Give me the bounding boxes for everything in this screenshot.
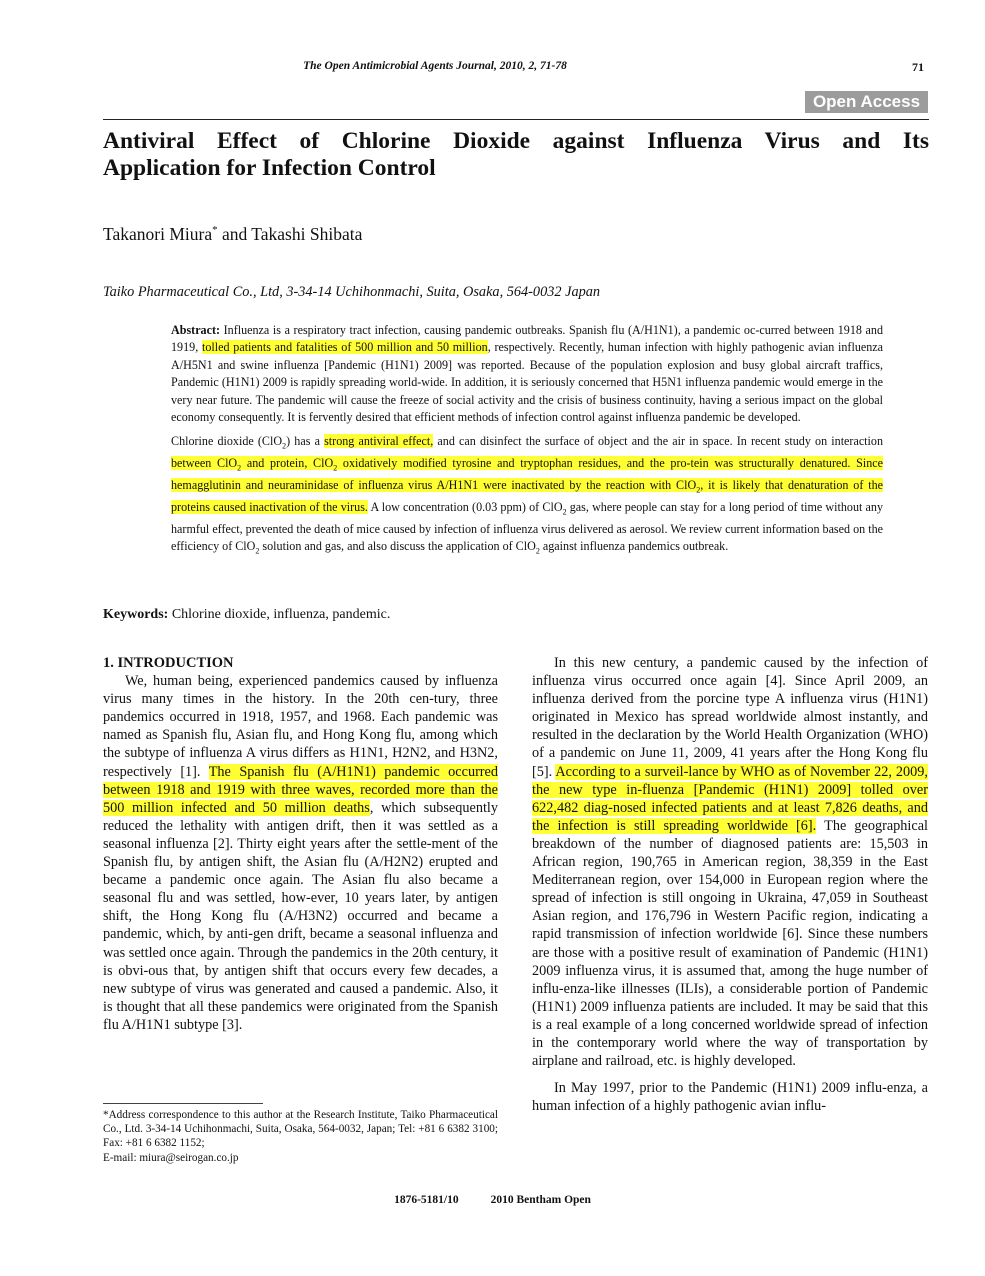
abstract-text: , respectively. Recently, human infection with highly pathogenic avian influenza A/H5N1 and swine influenza [Pandemic (H1N1) 2009] was reported. Because of the population explosion and busy global aircraft traffics, Pandemic (H1N1) 2009 is rapidly spreading world-wide. In addition, it is seriously concerned that H5N1 influenza pandemic would emerge in the very near future. The pandemic will cause the freeze of social activity and the crisis of business continuity, having a serious impact on the global economy consequently. It is fervently desired that efficient methods of infection control against influenza pandemic be developed. bbox=[171, 340, 884, 425]
journal-pages: 71-78 bbox=[540, 60, 567, 72]
highlight: strong antiviral effect, bbox=[324, 434, 434, 449]
abstract-paragraph-1 bbox=[171, 322, 883, 426]
author-2: and Takashi Shibata bbox=[217, 224, 363, 244]
abstract-text: solution and gas, and also discuss the application of ClO bbox=[259, 539, 536, 554]
footnote-email: E-mail: miura@seirogan.co.jp bbox=[103, 1151, 239, 1164]
abstract-text: and can disinfect the surface of object and the air in space. In recent study on interaction bbox=[433, 434, 883, 449]
keywords-text: Chlorine dioxide, influenza, pandemic. bbox=[168, 607, 391, 622]
highlight: The Spanish flu (A/H1N1) pandemic occurred between 1918 and 1919 with three waves, recorded more than the 500 million infected and 50 million deaths bbox=[103, 763, 499, 816]
abstract-paragraph-2 bbox=[171, 433, 883, 559]
abstract-text: A low concentration (0.03 ppm) of ClO bbox=[367, 499, 563, 514]
abstract-text: Influenza is a respiratory tract infection, causing pandemic outbreaks. Spanish flu (A/H1N1), a pandemic oc-curred between 1918 and 1919, bbox=[171, 323, 883, 355]
highlight-text: oxidatively modified tyrosine and tryptophan residues, and the pro-tein was structurally denatured. Since hemagglutinin and neuraminidase of influenza virus A/H1N1 were inactivated by the reaction with ClO bbox=[171, 456, 883, 493]
footnote-rule bbox=[103, 1103, 263, 1104]
highlight-text: , it is likely that denaturation of the proteins caused inactivation of the virus. bbox=[171, 478, 883, 514]
intro-paragraph-1 bbox=[103, 672, 498, 1034]
corresponding-mark: * bbox=[212, 224, 218, 237]
subscript: 2 bbox=[255, 546, 260, 556]
publisher: 2010 Bentham Open bbox=[490, 1194, 591, 1206]
right-column bbox=[532, 654, 928, 1115]
authors bbox=[103, 224, 362, 245]
abstract bbox=[171, 322, 883, 560]
body-text: , which subsequently reduced the lethality with antigen drift, then it was settled as a seasonal influenza [2]. Thirty eight years after the settle-ment of the Spanish flu, by antigen shift, the Asian flu (A/H2N2) erupted and became a pandemic once again. The Asian flu also became a seasonal flu and was settled, how-ever, 10 years later, by antigen shift, the Hong Kong flu (A/H3N2) occurred and became a pandemic, which, by anti-gen drift, became a seasonal influenza and was settled once again. Through the pandemics in the 20th century, it is obvi-ous that, by antigen shift that occurs every few decades, a new subtype of virus was generated and caused a pandemic. Also, it is thought that all these pandemics were originated from the Spanish flu A/H1N1 subtype [3]. bbox=[103, 799, 498, 1033]
keywords bbox=[103, 607, 390, 623]
subscript: 2 bbox=[333, 463, 338, 473]
footnote-address: *Address correspondence to this author at the Research Institute, Taiko Pharmaceutical Co., Ltd. 3-34-14 Uchihonmachi, Suita, Osaka, 564-0032, Japan; Tel: +81 6 6382 3100; Fax: +81 6 6382 1152; bbox=[103, 1109, 498, 1150]
section-heading: 1. INTRODUCTION bbox=[103, 655, 234, 671]
body-text: In this new century, a pandemic caused by the infection of influenza virus occurred once again [4]. Since April 2009, an influenza derived from the porcine type A influenza virus (H1N1) originated in Mexico has spread worldwide almost instantly, and resulted in the declaration by the World Health Organization (WHO) of a pandemic on June 11, 2009, 41 years after the Hong Kong flu [5]. bbox=[532, 655, 928, 780]
abstract-text: against influenza pandemics outbreak. bbox=[539, 539, 729, 554]
footnote bbox=[103, 1108, 498, 1165]
article-title bbox=[103, 128, 929, 182]
author-1: Takanori Miura bbox=[103, 224, 213, 244]
abstract-text: Chlorine dioxide (ClO bbox=[171, 434, 283, 449]
title-line-2: Application for Infection Control bbox=[103, 155, 436, 181]
affiliation: Taiko Pharmaceutical Co., Ltd, 3-34-14 Uchihonmachi, Suita, Osaka, 564-0032 Japan bbox=[103, 284, 601, 300]
abstract-text: gas, where people can stay for a long period of time without any harmful effect, prevented the death of mice caused by infection of influenza virus delivered as aerosol. We review current information based on the efficiency of ClO bbox=[171, 499, 884, 554]
issn: 1876-5181/10 bbox=[394, 1194, 459, 1206]
title-rule bbox=[103, 119, 929, 120]
abstract-text: ) has a bbox=[286, 434, 325, 449]
open-access-badge: Open Access bbox=[805, 91, 928, 113]
page-number: 71 bbox=[912, 60, 924, 74]
subscript: 2 bbox=[562, 507, 567, 517]
intro-paragraph-3: In May 1997, prior to the Pandemic (H1N1) 2009 influ-enza, a human infection of a highly pathogenic avian influ- bbox=[532, 1080, 928, 1115]
keywords-label: Keywords: bbox=[103, 607, 169, 622]
journal-name: The Open Antimicrobial Agents Journal, bbox=[303, 60, 497, 72]
subscript: 2 bbox=[535, 546, 540, 556]
highlight-text: and protein, ClO bbox=[241, 456, 334, 471]
body-text: The geographical breakdown of the number of diagnosed patients are: 15,503 in African region, 190,765 in American region, 38,359 in the East Mediterranean region, over 154,000 in European region where the spread of infection is still ongoing in Ukraina, 47,059 in Southeast Asian region, and 176,796 in Western Pacific region, indicating a rapid transmission of infection worldwide [6]. Since these numbers are those with a positive result of examination of Pandemic (H1N1) 2009 influenza virus, it is assumed that, among the huge number of influ-enza-like illnesses (ILIs), a considerable portion of Pandemic (H1N1) 2009 influenza patients are included. It may be said that this is a real example of a long concerned worldwide spread of infection in the contemporary world where the way of transportation by airplane and railroad, etc. is highly developed. bbox=[532, 817, 928, 1070]
highlight: According to a surveil-lance by WHO as of November 22, 2009, the new type in-fluenza [Pandemic (H1N1) 2009] tolled over 622,482 diag-nosed infected patients and at least 7,826 deaths, and the infection is still spreading worldwide [6]. bbox=[532, 763, 928, 834]
subscript: 2 bbox=[282, 441, 287, 451]
body-text: We, human being, experienced pandemics caused by influenza virus many times in the history. In the 20th cen-tury, three pandemics occurred in 1918, 1957, and 1968. Each pandemic was named as Spanish flu, Asian flu, and Hong Kong flu, among which the subtype of influenza A virus differs as H1N1, H2N2, and H3N2, respectively [1]. bbox=[103, 673, 498, 780]
intro-paragraph-2 bbox=[532, 654, 928, 1070]
abstract-label: Abstract: bbox=[171, 323, 221, 337]
journal-volume: 2, bbox=[528, 60, 538, 72]
page-footer bbox=[0, 1194, 985, 1206]
running-header bbox=[0, 60, 870, 72]
journal-year: 2010, bbox=[499, 60, 526, 72]
subscript: 2 bbox=[237, 463, 242, 473]
highlight-text: between ClO bbox=[171, 456, 238, 471]
title-line-1: Antiviral Effect of Chlorine Dioxide against Influenza Virus and Its bbox=[103, 128, 929, 154]
subscript: 2 bbox=[696, 485, 701, 495]
left-column bbox=[103, 654, 498, 1034]
highlight: tolled patients and fatalities of 500 million and 50 million bbox=[201, 340, 488, 355]
